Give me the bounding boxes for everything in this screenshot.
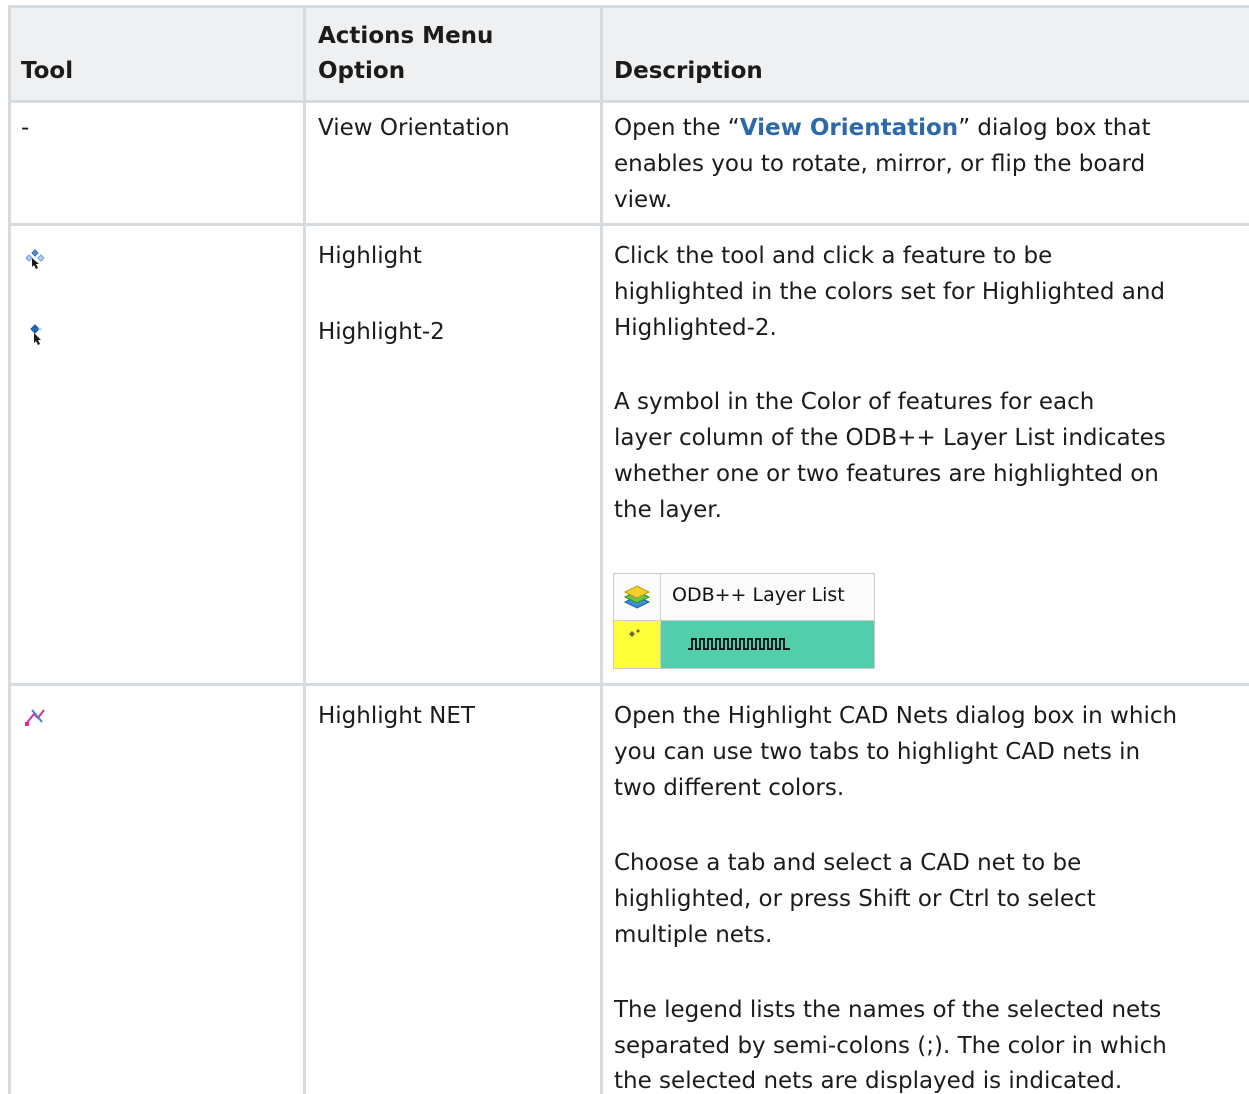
layers-icon [622, 584, 652, 610]
tool-dash: - [21, 115, 30, 141]
desc-highlight-net-p2-line2: highlighted, or press Shift or Ctrl to select [614, 886, 1096, 912]
desc-highlight-p2-line3: whether one or two features are highlighted on [614, 461, 1159, 487]
desc-highlight-net-p3-line3: the selected nets are displayed is indicated. [614, 1068, 1123, 1094]
column-divider [8, 5, 11, 1094]
header-tool: Tool [21, 58, 74, 84]
desc-highlight-p2-line2: layer column of the ODB++ Layer List indicates [614, 425, 1166, 451]
desc-highlight-p1-line1: Click the tool and click a feature to be [614, 243, 1053, 269]
desc-highlight-net-p1-line1: Open the Highlight CAD Nets dialog box in which [614, 703, 1178, 729]
desc-highlight-p1-line3: Highlighted-2. [614, 315, 777, 341]
header-description: Description [614, 58, 763, 84]
odb-layer-list-thumbnail [613, 573, 875, 669]
layer-pattern-icon [687, 637, 807, 651]
desc-highlight-net-p2-line1: Choose a tab and select a CAD net to be [614, 850, 1082, 876]
view-orientation-link[interactable]: View Orientation [739, 115, 959, 141]
desc-highlight-net-p3-line2: separated by semi-colons (;). The color in which [614, 1033, 1167, 1059]
column-divider [600, 5, 603, 1094]
desc-highlight-p1-line2: highlighted in the colors set for Highlighted and [614, 279, 1166, 305]
desc-view-orientation-line1: Open the “View Orientation” dialog box that [614, 115, 1151, 141]
highlight-net-icon [24, 706, 46, 728]
row-divider [8, 100, 1249, 103]
desc-highlight-net-p2-line3: multiple nets. [614, 922, 773, 948]
highlight-color-swatch [614, 621, 660, 668]
row-divider [8, 683, 1249, 686]
column-divider [303, 5, 306, 1094]
highlight-2-icon [24, 323, 46, 345]
option-highlight: Highlight [318, 243, 422, 269]
highlight-symbol-icon [624, 627, 644, 641]
desc-highlight-net-p1-line3: two different colors. [614, 775, 845, 801]
layer-color-swatch [661, 621, 874, 668]
option-highlight-2: Highlight-2 [318, 319, 445, 345]
desc-highlight-p2-line4: the layer. [614, 497, 722, 523]
option-highlight-net: Highlight NET [318, 703, 475, 729]
desc-highlight-net-p3-line1: The legend lists the names of the selected nets [614, 997, 1162, 1023]
desc-highlight-net-p1-line2: you can use two tabs to highlight CAD nets in [614, 739, 1141, 765]
thumb-label: ODB++ Layer List [672, 584, 845, 606]
header-actions-menu-option-line1: Actions Menu [318, 23, 494, 49]
desc-highlight-p2-line1: A symbol in the Color of features for each [614, 389, 1095, 415]
row-divider [8, 223, 1249, 226]
desc-view-orientation-line2: enables you to rotate, mirror, or flip the board [614, 151, 1146, 177]
desc-view-orientation-line3: view. [614, 187, 673, 213]
option-view-orientation: View Orientation [318, 115, 510, 141]
header-actions-menu-option-line2: Option [318, 58, 406, 84]
highlight-icon [24, 248, 46, 270]
table-top-border [8, 5, 1249, 8]
